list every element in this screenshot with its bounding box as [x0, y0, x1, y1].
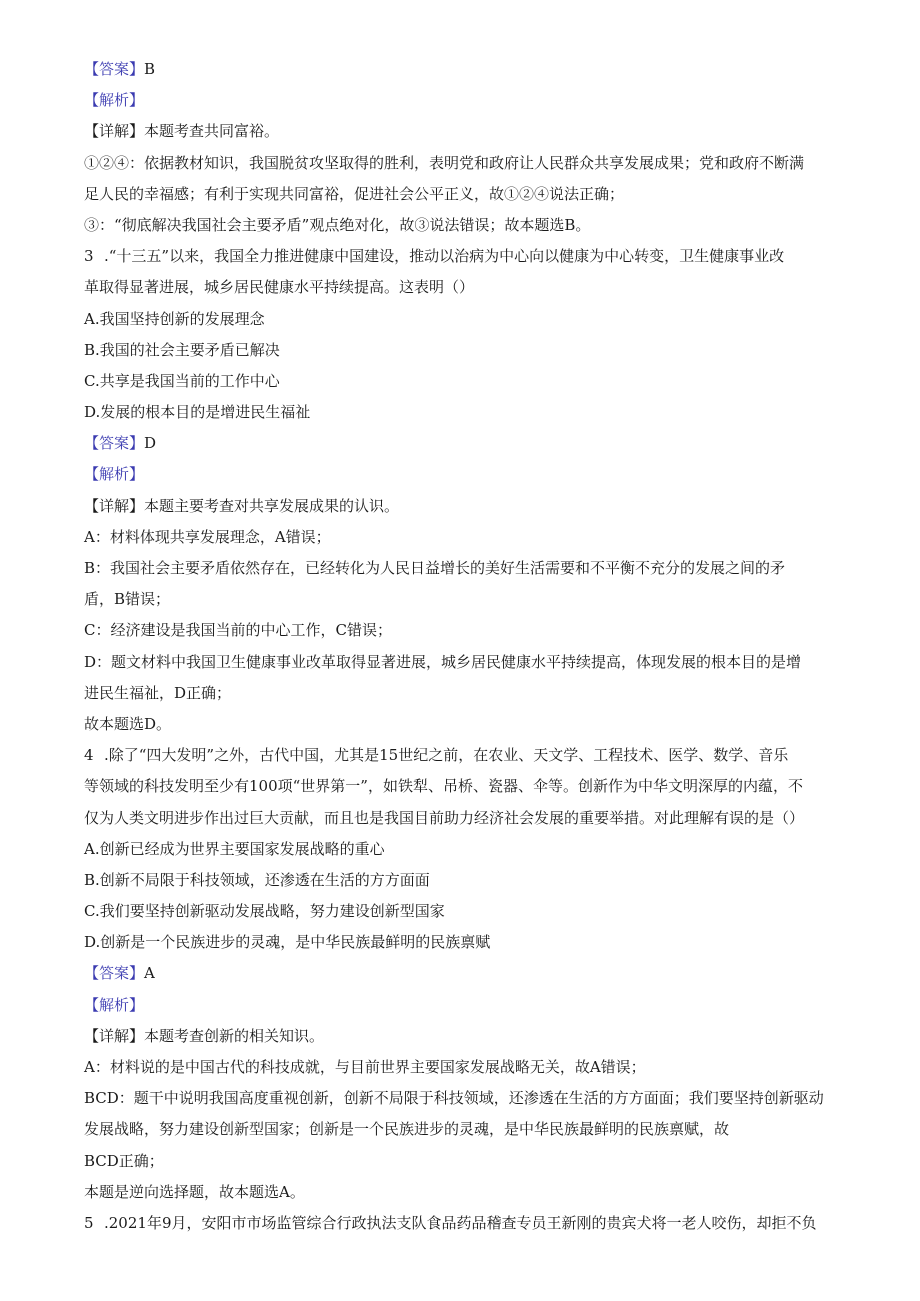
question-line: [84, 740, 836, 771]
text-line: 本题是逆向选择题，故本题选A。: [84, 1182, 305, 1201]
text-line: A：材料体现共享发展理念，A错误；: [84, 527, 331, 546]
question-line: [84, 241, 836, 272]
text-line: 发展战略，努力建设创新型国家；创新是一个民族进步的灵魂，是中华民族最鲜明的民族禀赋，故: [84, 1120, 730, 1139]
text-line: BCD：题干中说明我国高度重视创新，创新不局限于科技领域，还渗透在生活的方方面面；我们要坚持创新驱动: [84, 1089, 824, 1108]
analysis-heading: [84, 459, 836, 490]
text-line: B.创新不局限于科技领域，还渗透在生活的方方面面: [84, 870, 430, 889]
question-text: .除了“四大发明”之外，古代中国，尤其是15世纪之前，在农业、天文学、工程技术、医学、数学、音乐: [104, 746, 789, 765]
text-line: C：经济建设是我国当前的中心工作，C错误；: [84, 621, 392, 640]
analysis-heading: [84, 990, 836, 1021]
text-line: D.创新是一个民族进步的灵魂，是中华民族最鲜明的民族禀赋: [84, 933, 491, 952]
text-line: ①②④：依据教材知识，我国脱贫攻坚取得的胜利，表明党和政府让人民群众共享发展成果；党和政府不断满: [84, 153, 805, 172]
answer-value: B: [144, 60, 156, 78]
text-line: D.发展的根本目的是增进民生福祉: [84, 403, 311, 422]
question-text: .2021年9月，安阳市市场监管综合行政执法支队食品药品稽查专员王新刚的贵宾犬将一老人咬伤，却拒不负: [104, 1213, 817, 1232]
text-line: B：我国社会主要矛盾依然存在，已经转化为人民日益增长的美好生活需要和不平衡不充分的发展之间的矛: [84, 559, 786, 577]
document-page: [84, 54, 836, 1239]
answer-line: [84, 428, 836, 459]
answer-label: 【答案】: [84, 60, 145, 78]
text-line: 盾，B错误；: [84, 590, 171, 609]
question-line: [84, 1208, 836, 1239]
answer-value: A: [144, 964, 155, 983]
text-line: 革取得显著进展，城乡居民健康水平持续提高。这表明（）: [84, 278, 475, 297]
text-line: 进民生福祉，D正确；: [84, 683, 232, 702]
question-number: 3: [84, 247, 94, 266]
answer-line: [84, 958, 836, 989]
detail-label: 【详解】: [84, 1026, 145, 1045]
analysis-label: 【解析】: [84, 91, 145, 110]
text-line: D：题文材料中我国卫生健康事业改革取得显著进展，城乡居民健康水平持续提高，体现发展的根本目的是增: [84, 652, 802, 671]
text-line: C.共享是我国当前的工作中心: [84, 371, 280, 390]
text-line: 仅为人类文明进步作出过巨大贡献，而且也是我国目前助力经济社会发展的重要举措。对此理解有误的是（）: [84, 808, 805, 827]
detail-line: [84, 1021, 836, 1052]
analysis-heading: [84, 85, 836, 116]
text-line: ③：“彻底解决我国社会主要矛盾”观点绝对化，故③说法错误；故本题选B。: [84, 215, 591, 234]
text-line: A.我国坚持创新的发展理念: [84, 309, 265, 328]
text-line: 故本题选D。: [84, 714, 172, 733]
question-number: 5: [84, 1213, 94, 1232]
text-line: A.创新已经成为世界主要国家发展战略的重心: [84, 839, 385, 858]
detail-text: 本题主要考查对共享发展成果的认识。: [144, 496, 400, 515]
question-text: .“十三五”以来，我国全力推进健康中国建设，推动以治病为中心向以健康为中心转变，卫生健康事业改: [104, 247, 785, 266]
answer-label: 【答案】: [84, 964, 145, 983]
text-line: B.我国的社会主要矛盾已解决: [84, 340, 280, 359]
text-line: 足人民的幸福感；有利于实现共同富裕，促进社会公平正义，故①②④说法正确；: [84, 184, 625, 203]
text-line: 等领域的科技发明至少有100项“世界第一”，如铁犁、吊桥、瓷器、伞等。创新作为中华文明深厚的内蕴，不: [84, 777, 803, 796]
detail-label: 【详解】: [84, 496, 145, 515]
analysis-label: 【解析】: [84, 465, 145, 484]
text-line: A：材料说的是中国古代的科技成就，与目前世界主要国家发展战略无关，故A错误；: [84, 1058, 646, 1076]
answer-line: [84, 54, 836, 85]
answer-value: D: [144, 434, 157, 453]
analysis-label: 【解析】: [84, 995, 145, 1014]
text-line: C.我们要坚持创新驱动发展战略，努力建设创新型国家: [84, 902, 445, 921]
question-number: 4: [84, 746, 94, 765]
detail-label: 【详解】: [84, 122, 145, 141]
detail-text: 本题考查共同富裕。: [144, 122, 280, 141]
text-line: BCD正确；: [84, 1151, 164, 1170]
detail-line: [84, 116, 836, 147]
answer-label: 【答案】: [84, 434, 145, 453]
detail-line: [84, 491, 836, 522]
detail-text: 本题考查创新的相关知识。: [144, 1026, 325, 1045]
